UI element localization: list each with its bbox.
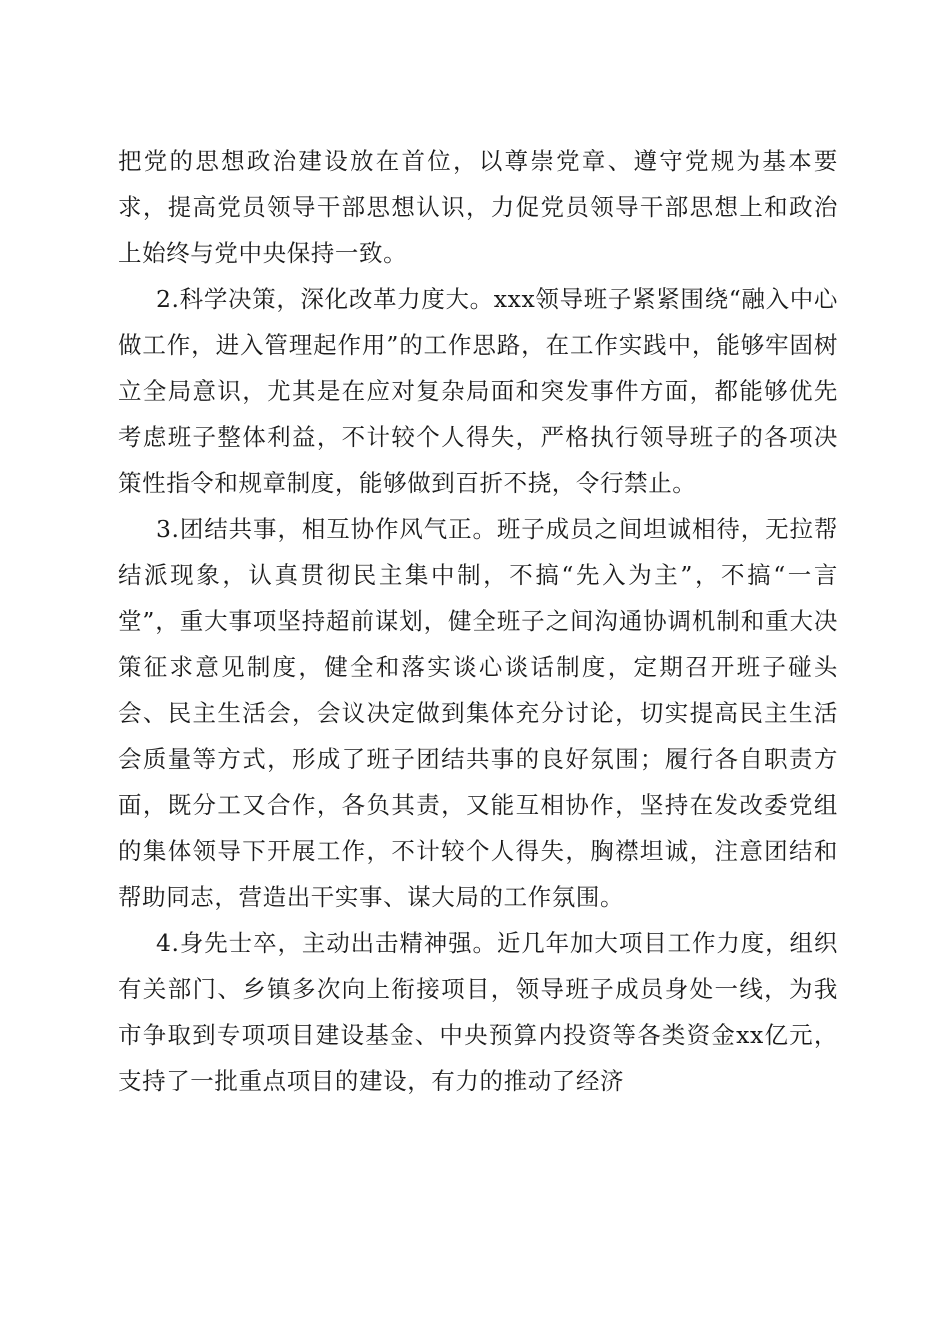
paragraph-scientific-decision: 2.科学决策，深化改革力度大。xxx领导班子紧紧围绕“融入中心做工作，进入管理起作用”的工作思路，在工作实践中，能够牢固树立全局意识，尤其是在应对复杂局面和突发事件方面，都能够优先考虑班子整体利益，不计较个人得失，严格执行领导班子的各项决策性指令和规章制度，能够做到百折不挠，令行禁止。 xyxy=(118,285,838,497)
paragraph-continuation: 把党的思想政治建设放在首位，以尊崇党章、遵守党规为基本要求，提高党员领导干部思想认识，力促党员领导干部思想上和政治上始终与党中央保持一致。 xyxy=(118,147,838,267)
paragraph-lead-by-example: 4.身先士卒，主动出击精神强。近几年加大项目工作力度，组织有关部门、乡镇多次向上衔接项目，领导班子成员身处一线，为我市争取到专项项目建设基金、中央预算内投资等各类资金xx亿元，支持了一批重点项目的建设，有力的推动了经济 xyxy=(118,929,838,1095)
paragraph-unity-cooperation: 3.团结共事，相互协作风气正。班子成员之间坦诚相待，无拉帮结派现象，认真贯彻民主集中制，不搞“先入为主”，不搞“一言堂”，重大事项坚持超前谋划，健全班子之间沟通协调机制和重大决策征求意见制度，健全和落实谈心谈话制度，定期召开班子碰头会、民主生活会，会议决定做到集体充分讨论，切实提高民主生活会质量等方式，形成了班子团结共事的良好氛围；履行各自职责方面，既分工又合作，各负其责，又能互相协作，坚持在发改委党组的集体领导下开展工作，不计较个人得失，胸襟坦诚，注意团结和帮助同志，营造出干实事、谋大局的工作氛围。 xyxy=(118,515,838,911)
document-body xyxy=(118,138,838,1104)
